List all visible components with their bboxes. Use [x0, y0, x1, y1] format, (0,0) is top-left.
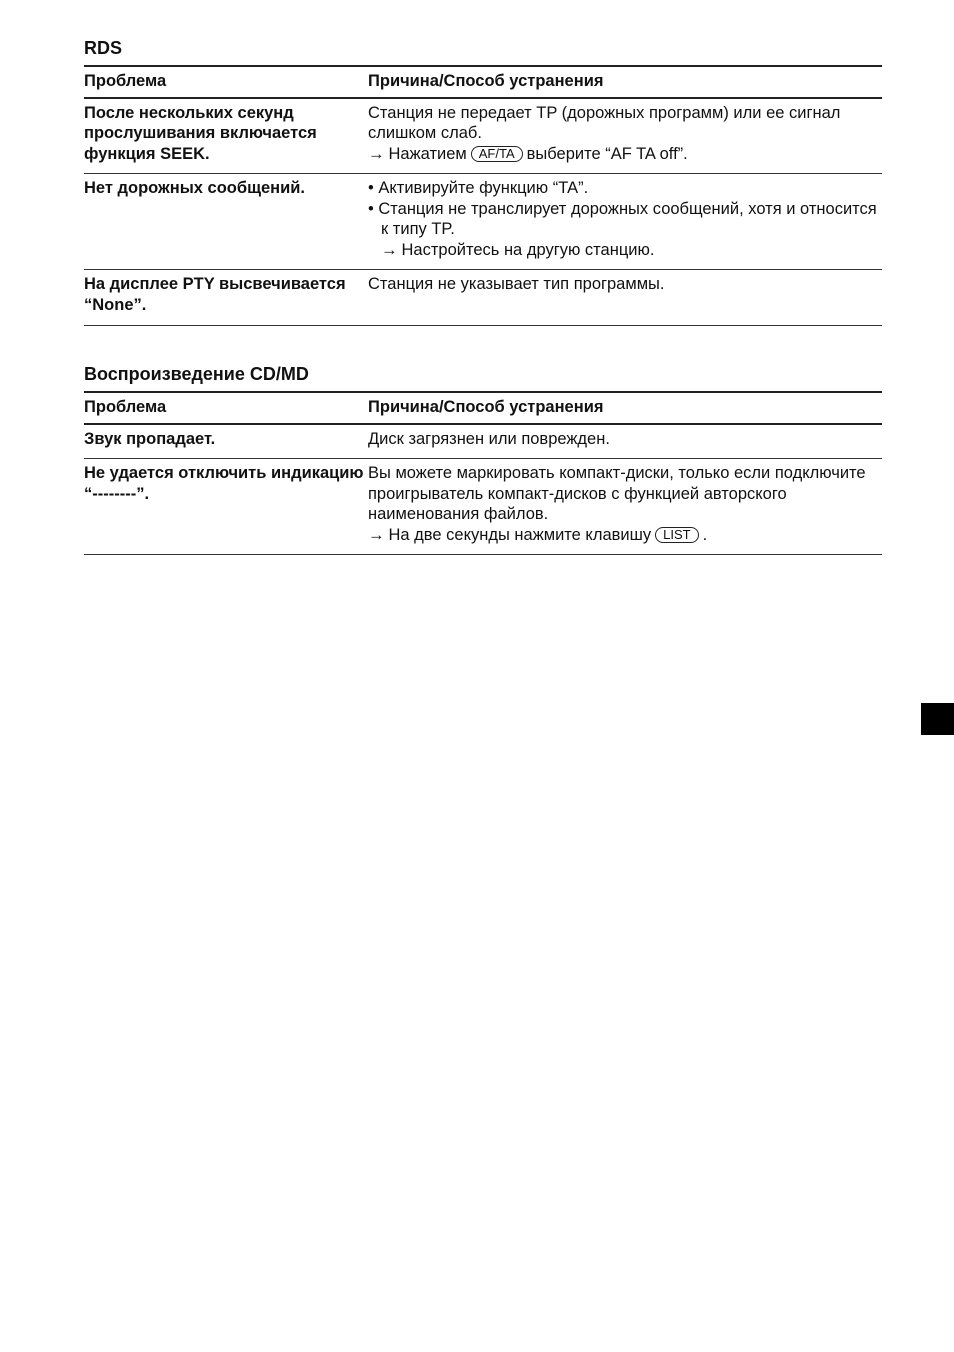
action-suffix: .	[702, 525, 708, 544]
solution-cell: Станция не указывает тип программы.	[368, 270, 882, 326]
section-title: RDS	[84, 38, 123, 58]
solution-cell: Диск загрязнен или поврежден.	[368, 424, 882, 459]
problem-cell: Звук пропадает.	[84, 424, 368, 459]
table-row	[84, 459, 882, 555]
arrow-icon: →	[381, 240, 398, 259]
table-row	[84, 424, 882, 459]
action-prefix: Нажатием	[388, 144, 467, 163]
section-cd-md	[84, 363, 882, 555]
problem-cell: После нескольких секунд прослушивания включается функция SEEK.	[84, 98, 368, 174]
table-row	[84, 270, 882, 326]
troubleshooting-table	[84, 391, 882, 555]
table-row	[84, 98, 882, 174]
solution-text: Станция не передает TP (дорожных программ) или ее сигнал слишком слаб.	[368, 103, 841, 142]
column-header-problem: Проблема	[84, 392, 368, 424]
column-header-solution: Причина/Способ устранения	[368, 66, 882, 98]
arrow-icon: →	[368, 525, 385, 544]
solution-cell	[368, 459, 882, 555]
action-text: Настройтесь на другую станцию.	[401, 240, 655, 259]
table-row	[84, 174, 882, 270]
section-rds	[84, 37, 882, 326]
problem-cell: Нет дорожных сообщений.	[84, 174, 368, 270]
column-header-solution: Причина/Способ устранения	[368, 392, 882, 424]
problem-cell: Не удается отключить индикацию “--------”.	[84, 459, 368, 555]
solution-cell	[368, 174, 882, 270]
troubleshooting-table	[84, 65, 882, 326]
table-header-row	[84, 392, 882, 424]
bullet-item: • Активируйте функцию “TA”.	[368, 179, 589, 197]
table-header-row	[84, 66, 882, 98]
page-edge-tab	[921, 703, 954, 735]
sub-action	[368, 240, 882, 261]
action-prefix: На две секунды нажмите клавишу	[388, 525, 652, 544]
solution-cell	[368, 98, 882, 174]
column-header-problem: Проблема	[84, 66, 368, 98]
problem-cell: На дисплее PTY высвечивается “None”.	[84, 270, 368, 326]
arrow-icon: →	[368, 144, 385, 163]
af-ta-key: AF/TA	[471, 146, 523, 162]
bullet-item: • Станция не транслирует дорожных сообщений, хотя и относится к типу TP.	[368, 199, 877, 238]
action-suffix: выберите “AF TA off”.	[526, 144, 688, 163]
section-title: Воспроизведение CD/MD	[84, 364, 309, 384]
solution-text: Вы можете маркировать компакт-диски, только если подключите проигрыватель компакт-дисков с функцией авторского наименования файлов.	[368, 464, 866, 523]
list-key: LIST	[655, 527, 698, 543]
